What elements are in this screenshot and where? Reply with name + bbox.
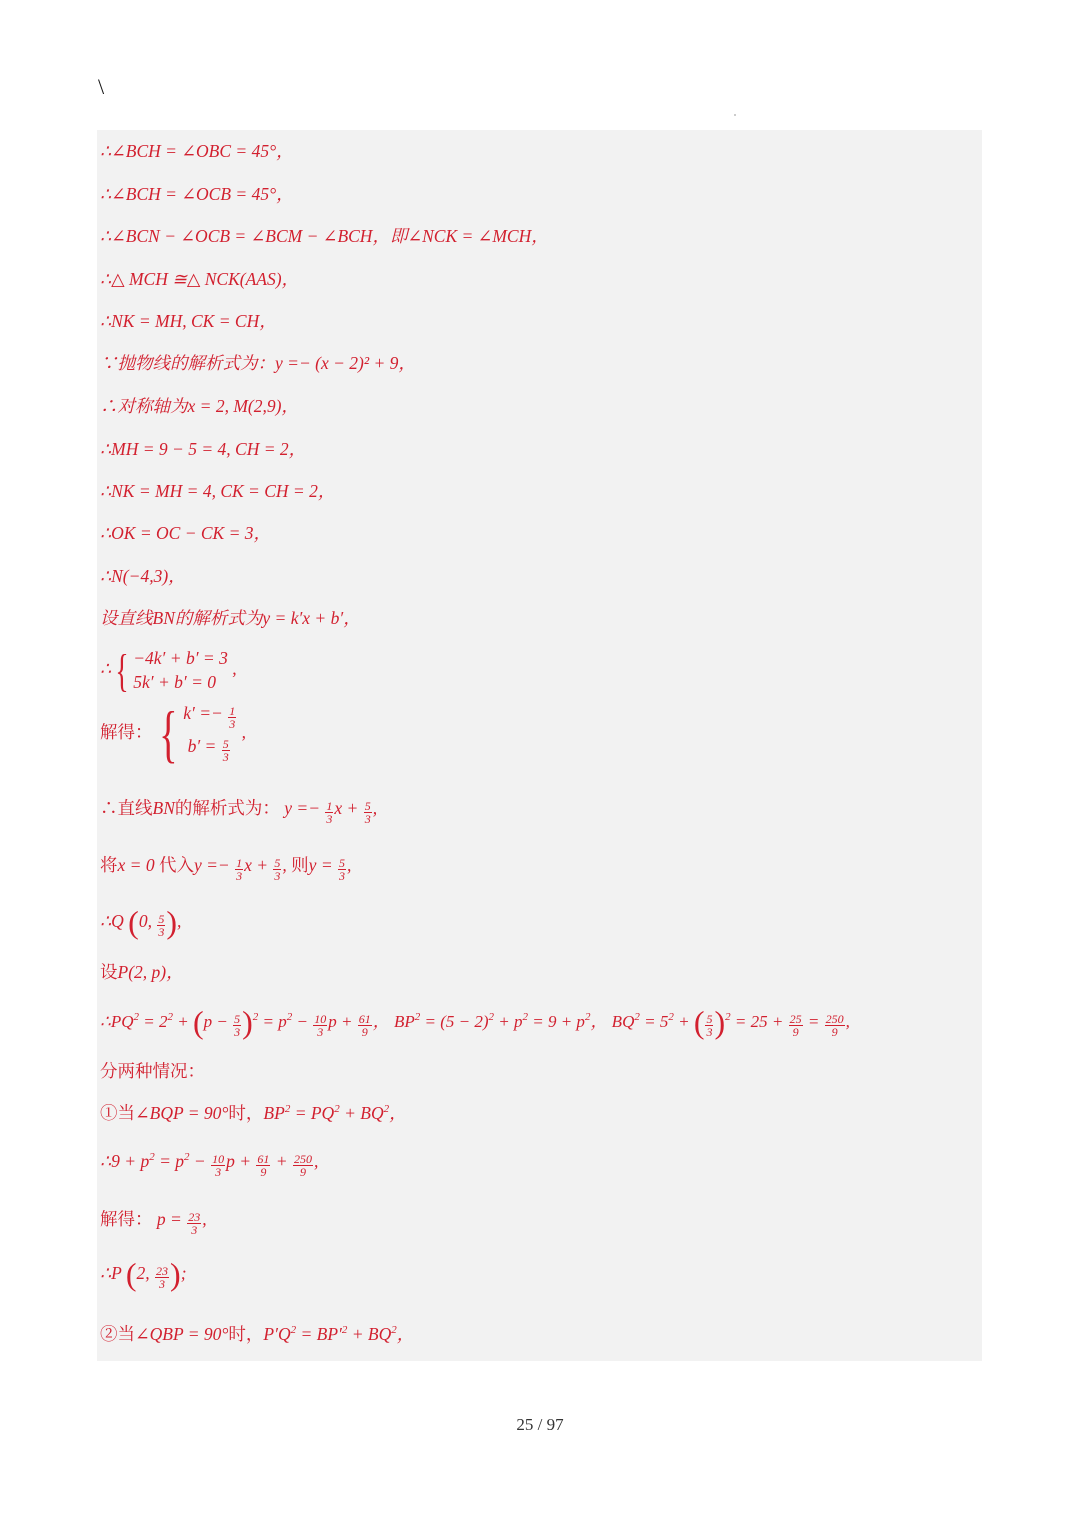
solution-line-7: ∴对称轴为x = 2, M(2,9)，: [100, 396, 299, 416]
solution-line-3: ∴∠BCN − ∠OCB = ∠BCM − ∠BCH，即∠NCK = ∠MCH，: [100, 226, 549, 246]
solution-line-15: ∴直线BN的解析式为： y =− $\frac{1}{3}$ x + $\frac{5}{3}$ ,: [100, 798, 378, 826]
solution-line-6: ∵抛物线的解析式为：y =− (x − 2)² + 9，: [100, 353, 416, 373]
solution-line-5: ∴NK = MH, CK = CH，: [100, 311, 277, 331]
solution-line-8: ∴MH = 9 − 5 = 4, CH = 2，: [100, 439, 307, 459]
solution-line-9: ∴NK = MH = 4, CK = CH = 2，: [100, 481, 336, 501]
solution-line-23: 解得： p = $\frac{23}{3}$ ,: [100, 1209, 207, 1237]
equation-row-1: −4k′ + b′ = 3: [133, 648, 228, 669]
solution-line-2: ∴∠BCH = ∠OCB = 45°，: [100, 184, 294, 204]
system-solution: 解得： { k′ =− $\frac{1}{3}$ b′ = $\frac{5}{3}$ ,: [100, 698, 246, 769]
equation-system: ∴ { −4k′ + b′ = 3 5k′ + b′ = 0 ,: [100, 645, 237, 696]
speck: [734, 114, 736, 116]
solution-line-19: $\therefore PQ^2 = 2^2 + (p$ − $\frac{5}{3}$ )$^2 = p^2$ − $\frac{10}{3}$ p + $\frac{61}{9}$ ， $BP^2 = (5 - 2)^2 + p^2 = 9 + p^2$， $BQ^2 = 5^2$ + ( $\frac{5}{3}$ )$^2$ = 25 + $\frac{25}{9}$ = $\frac{250}{9}$ ,: [100, 1004, 850, 1040]
solution-line-22: ∴9 + $p^2 = p^2$ − $\frac{10}{3}$ p + $\frac{61}{9}$ + $\frac{250}{9}$ ,: [100, 1151, 319, 1179]
solution-line-4: ∴△ MCH ≅△ NCK(AAS)，: [100, 269, 300, 289]
solution-line-1: ∴∠BCH = ∠OBC = 45°，: [100, 141, 294, 161]
solve-label: 解得：: [100, 722, 153, 743]
solution-line-20: 分两种情况：: [100, 1061, 205, 1081]
header-mark: \: [98, 74, 105, 99]
solution-line-21: ①当∠BQP = 90°时，$BP^2 = PQ^2 + BQ^2$，: [100, 1103, 407, 1123]
solution-line-18: 设P(2, p)，: [100, 962, 184, 982]
equation-row-2: 5k′ + b′ = 0: [133, 671, 217, 692]
solution-line-12: 设直线BN的解析式为y = k′x + b′，: [100, 608, 361, 628]
solution-line-11: ∴N(−4,3)，: [100, 566, 186, 586]
solution-line-10: ∴OK = OC − CK = 3，: [100, 523, 272, 543]
solution-line-16: 将x = 0 代入y =− $\frac{1}{3}$ x + $\frac{5}{3}$ , 则y = $\frac{5}{3}$ ,: [100, 855, 352, 883]
solution-line-25: ②当∠QBP = 90°时，$P'Q^2 = BP'^2 + BQ^2$，: [100, 1324, 415, 1344]
solution-line-17: ∴Q (0, $\frac{5}{3}$ ),: [100, 904, 182, 940]
solution-line-24: ∴P (2, $\frac{23}{3}$ );: [100, 1256, 187, 1292]
page-number: 25 / 97: [516, 1415, 564, 1434]
